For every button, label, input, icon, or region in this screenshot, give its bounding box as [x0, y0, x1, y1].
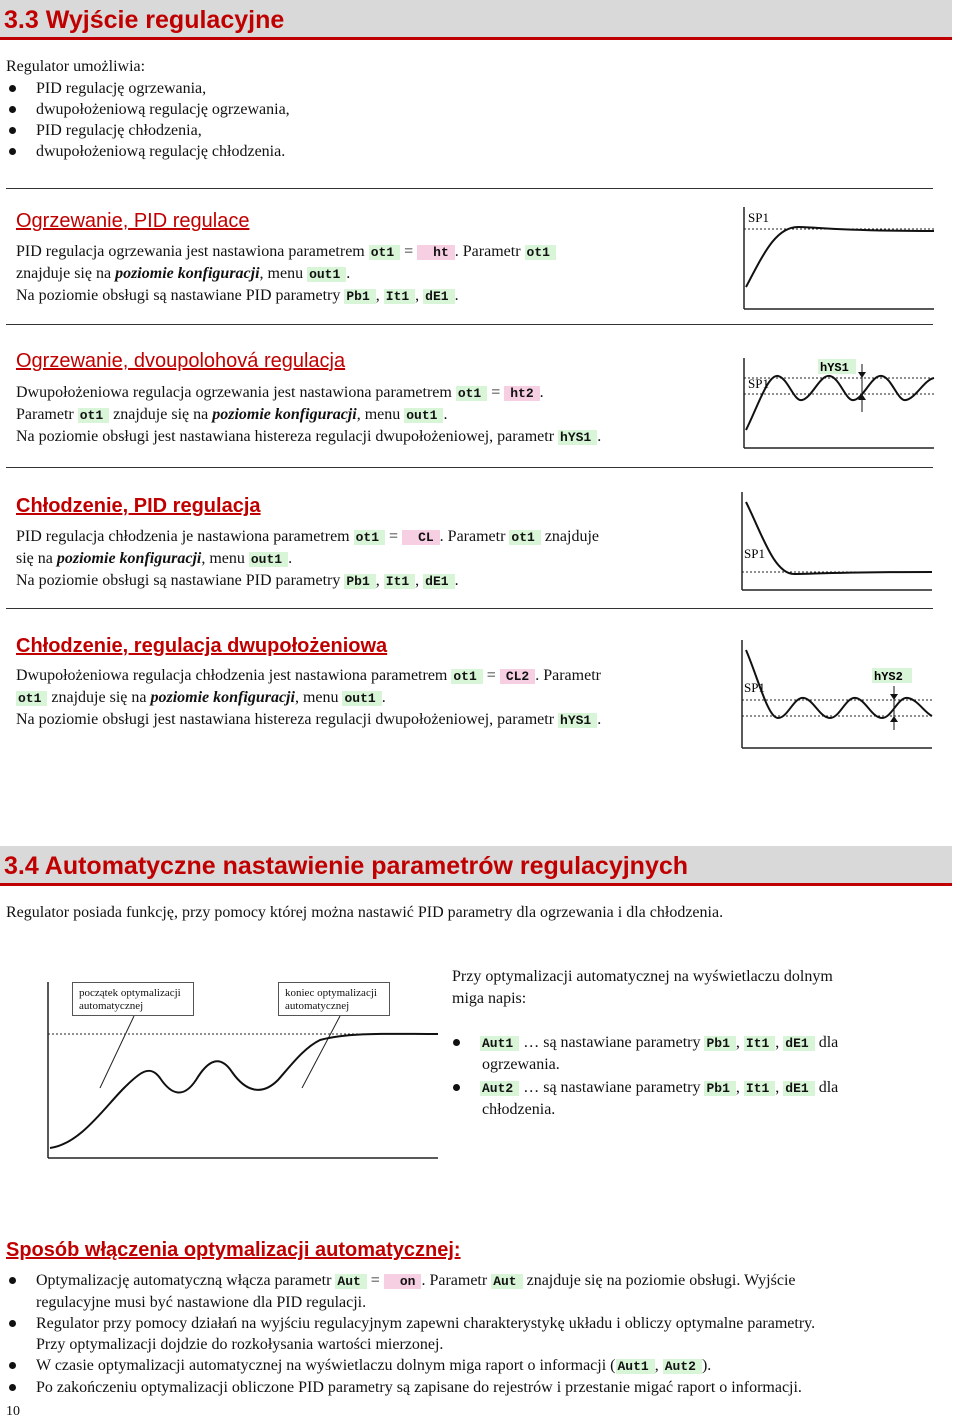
- heat-pid-line2: znajduje się na poziomie konfiguracji, menu out1 .: [16, 265, 351, 282]
- list-item: Regulator przy pomocy działań na wyjściu regulacyjnym zapewni charakterystykę układu i obliczy optymalne parametry.: [4, 1313, 815, 1334]
- cool-pid-title: Chłodzenie, PID regulacja: [16, 495, 261, 517]
- sp1-label: SP1: [748, 376, 769, 391]
- cool-pid-line1: PID regulacja chłodzenia je nastawiona parametrem ot1 = CL . Parametr ot1 znajduje: [16, 528, 600, 545]
- list-item: Aut1 … są nastawiane parametry Pb1 , It1 , dE1 dla: [448, 1032, 838, 1054]
- divider: [6, 324, 933, 325]
- cool-pid-line3: Na poziomie obsługi są nastawiane PID parametry Pb1 , It1 , dE1 .: [16, 572, 459, 589]
- display-line1: Przy optymalizacji automatycznej na wyświetlaczu dolnym: [452, 968, 833, 985]
- list-item: Aut2 … są nastawiane parametry Pb1 , It1 , dE1 dla: [448, 1077, 838, 1099]
- list-item: Po zakończeniu optymalizacji obliczone PID parametry są zapisane do rejestrów i przestanie migać raport o informacji.: [4, 1377, 815, 1398]
- divider: [6, 608, 933, 609]
- heat-onoff-line3: Na poziomie obsługi jest nastawiana histereza regulacji dwupołożeniowej, parametr hYS1 .: [16, 428, 602, 445]
- autotune-start-note: początek optymalizacji automatycznej: [72, 982, 194, 1016]
- heat-onoff-line2: Parametr ot1 znajduje się na poziomie konfiguracji, menu out1 .: [16, 406, 448, 423]
- sp1-label: SP1: [748, 210, 769, 225]
- capabilities-list: [4, 78, 290, 162]
- heat-pid-line3: Na poziomie obsługi są nastawiane PID parametry Pb1 , It1 , dE1 .: [16, 287, 459, 304]
- howto-list: [4, 1270, 815, 1398]
- aut-messages-list: [448, 1032, 838, 1120]
- cool-onoff-line3: Na poziomie obsługi jest nastawiana histereza regulacji dwupołożeniowej, parametr hYS1 .: [16, 711, 602, 728]
- list-item: Optymalizację automatyczną włącza parametr Aut = on . Parametr Aut znajduje się na poziomie obsługi. Wyjście: [4, 1270, 815, 1292]
- cool-pid-line2: się na poziomie konfiguracji, menu out1 .: [16, 550, 293, 567]
- divider: [6, 188, 933, 189]
- list-item-cont: regulacyjne musi być nastawione dla PID regulacji.: [36, 1294, 367, 1311]
- list-item-cont: chłodzenia.: [482, 1101, 556, 1118]
- cool-onoff-line2: ot1 znajduje się na poziomie konfiguracji, menu out1 .: [18, 689, 386, 706]
- heat-pid-graph: [736, 205, 936, 315]
- cool-onoff-graph: [734, 638, 934, 756]
- hys1-label: hYS1: [820, 361, 849, 375]
- cool-onoff-line1: Dwupołożeniowa regulacja chłodzenia jest nastawiona parametrem ot1 = CL2 . Parametr: [16, 667, 601, 684]
- cool-onoff-title: Chłodzenie, regulacja dwupołożeniowa: [16, 635, 388, 657]
- autotune-end-note: koniec optymalizacji automatycznej: [278, 982, 390, 1016]
- list-item: dwupołożeniową regulację ogrzewania,: [4, 99, 290, 120]
- divider: [6, 467, 933, 468]
- list-item: dwupołożeniową regulację chłodzenia.: [4, 141, 290, 162]
- list-item: PID regulację ogrzewania,: [4, 78, 290, 99]
- section-title-3-4: 3.4 Automatyczne nastawienie parametrów regulacyjnych: [0, 846, 952, 886]
- section-title-3-3: 3.3 Wyjście regulacyjne: [0, 0, 952, 40]
- list-item: W czasie optymalizacji automatycznej na wyświetlaczu dolnym miga raport o informacji ( Aut1 , Aut2 ).: [4, 1355, 815, 1377]
- heat-onoff-line1: Dwupołożeniowa regulacja ogrzewania jest nastawiona parametrem ot1 = ht2 .: [16, 384, 544, 401]
- howto-title: Sposób włączenia optymalizacji automatycznej:: [6, 1239, 461, 1261]
- list-item-cont: ogrzewania.: [482, 1056, 560, 1073]
- hys2-label: hYS2: [874, 670, 903, 684]
- autotune-intro: Regulator posiada funkcję, przy pomocy której można nastawić PID parametry dla ogrzewania i dla chłodzenia.: [6, 904, 724, 921]
- heat-pid-title: Ogrzewanie, PID regulace: [16, 210, 250, 232]
- cool-pid-graph: [734, 490, 934, 600]
- heat-onoff-title: Ogrzewanie, dvoupolohová regulacja: [16, 350, 346, 372]
- display-line2: miga napis:: [452, 990, 527, 1007]
- list-item-cont: Przy optymalizacji dojdzie do rozkołysania wartości mierzonej.: [36, 1336, 444, 1353]
- page-number: 10: [6, 1404, 20, 1419]
- list-item: PID regulację chłodzenia,: [4, 120, 290, 141]
- heat-onoff-graph: [736, 356, 936, 456]
- intro-text: Regulator umożliwia:: [6, 58, 146, 75]
- heat-pid-line1: PID regulacja ogrzewania jest nastawiona parametrem ot1 = ht . Parametr ot1: [16, 241, 556, 263]
- sp1-label: SP1: [744, 680, 765, 695]
- sp1-label: SP1: [744, 546, 765, 561]
